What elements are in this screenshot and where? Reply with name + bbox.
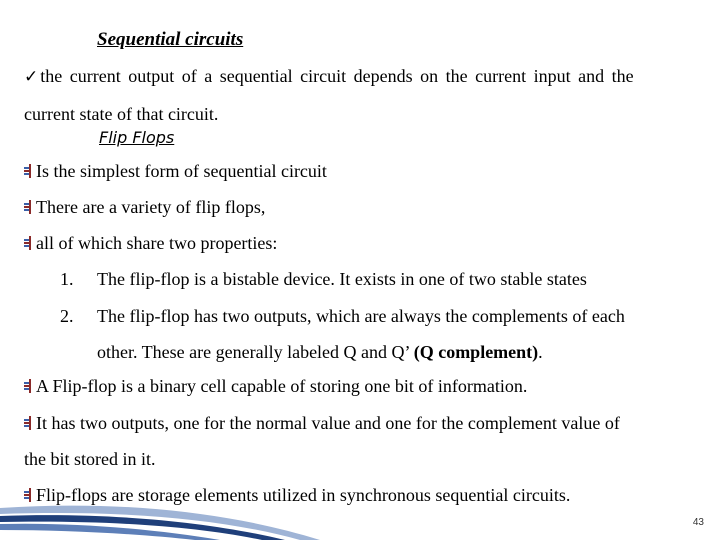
checkmark-icon: ✓ — [24, 67, 39, 87]
bullet-item — [24, 413, 620, 434]
slide-title: Sequential circuits — [97, 29, 244, 50]
bullet-icon — [24, 488, 35, 502]
item-text: The flip-flop is a bistable device. It exists in one of two stable states — [97, 269, 587, 289]
continuation-tail: . — [538, 342, 543, 362]
bullet-item — [24, 161, 327, 182]
item-number: 2. — [60, 306, 74, 326]
bullet-icon — [24, 416, 35, 430]
bullet-text: all of which share two properties: — [36, 233, 278, 253]
bullet-text: Is the simplest form of sequential circuit — [36, 161, 327, 181]
bullet-continuation: the bit stored in it. — [24, 449, 156, 469]
bullet-item — [24, 485, 570, 506]
intro-line-2: current state of that circuit. — [24, 104, 219, 124]
continuation-bold: (Q complement) — [413, 342, 539, 362]
bullet-item — [24, 197, 265, 218]
bullet-icon — [24, 200, 35, 214]
item-text: The flip-flop has two outputs, which are always the complements of each — [97, 306, 625, 326]
numbered-item-continuation — [97, 342, 543, 363]
bullet-item — [24, 376, 527, 397]
continuation-text: other. These are generally labeled Q and Q’ — [97, 342, 414, 362]
bullet-text: There are a variety of flip flops, — [36, 197, 266, 217]
bullet-icon — [24, 379, 35, 393]
page-number: 43 — [692, 517, 704, 528]
intro-line-1 — [24, 66, 634, 87]
bullet-icon — [24, 236, 35, 250]
bullet-text: Flip-flops are storage elements utilized in synchronous sequential circuits. — [36, 485, 571, 505]
section-heading: Flip Flops — [99, 128, 175, 147]
bullet-text: It has two outputs, one for the normal value and one for the complement value of — [36, 413, 620, 433]
bullet-item — [24, 233, 277, 254]
bullet-icon — [24, 164, 35, 178]
item-number: 1. — [60, 269, 74, 289]
intro-text-1: the current output of a sequential circuit depends on the current input and the — [40, 66, 634, 86]
bullet-text: A Flip-flop is a binary cell capable of storing one bit of information. — [36, 376, 528, 396]
